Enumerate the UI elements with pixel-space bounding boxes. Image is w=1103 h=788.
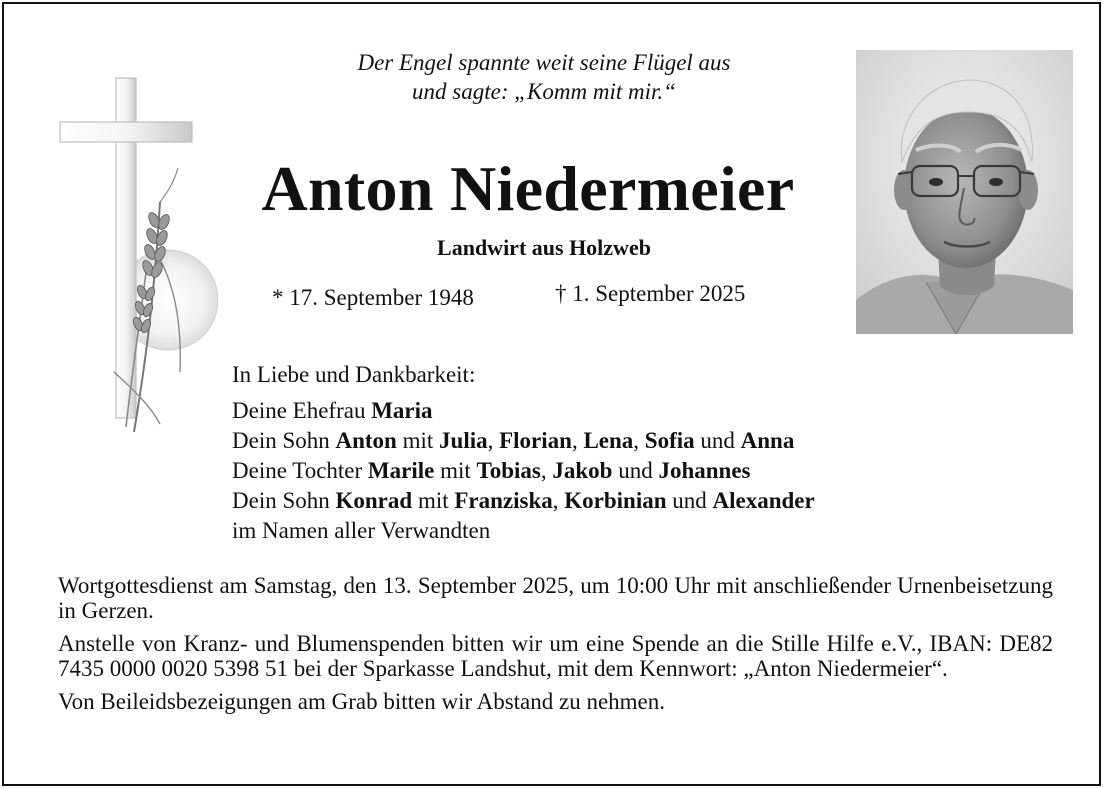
mourner-line (232, 426, 952, 456)
mourners-list (232, 360, 952, 546)
notice-footer (58, 573, 1053, 722)
mourner-text: mit (396, 428, 440, 453)
mourner-line (232, 516, 952, 546)
mourner-lines (232, 396, 952, 546)
condolence-note: Von Beileidsbezeigungen am Grab bitten wir Abstand zu nehmen. (58, 689, 666, 714)
mourner-line (232, 456, 952, 486)
quote (224, 48, 864, 106)
mourner-text: und (666, 488, 713, 513)
mourner-line (232, 396, 952, 426)
quote-line-2: und sagte: „Komm mit mir.“ (412, 79, 676, 104)
mourner-text: , (540, 458, 553, 483)
quote-line-1: Der Engel spannte weit seine Flügel aus (357, 50, 731, 75)
mourner-text: , (552, 488, 565, 513)
mourner-name: Sofia (644, 428, 695, 453)
mourner-name: Lena (583, 428, 634, 453)
mourner-text: mit (434, 458, 477, 483)
mourner-text: Dein Sohn (232, 428, 336, 453)
mourner-text: mit (412, 488, 455, 513)
mourner-name: Konrad (335, 488, 413, 513)
mourners-intro: In Liebe und Dankbarkeit: (232, 362, 476, 387)
mourner-text: , (633, 428, 645, 453)
deceased-occupation: Landwirt aus Holzweb (437, 235, 651, 260)
birth-date: * 17. September 1948 (272, 285, 474, 310)
cross-with-wheat-icon (56, 72, 218, 442)
mourner-name: Korbinian (564, 488, 667, 513)
mourner-text: , (487, 428, 500, 453)
donation-request: Anstelle von Kranz- und Blumenspenden bitten wir um eine Spende an die Stille Hilfe e.V., IBAN: DE82 7435 0000 0020 5398 51 bei der Sparkasse Landshut, mit dem Kennwort: „Anton Niedermeier“. (58, 631, 1053, 681)
portrait-photo-icon (856, 50, 1073, 334)
mourner-text: Deine Ehefrau (232, 398, 372, 423)
mourner-text: Deine Tochter (232, 458, 368, 483)
mourner-name: Maria (371, 398, 433, 423)
mourner-text: Dein Sohn (232, 488, 336, 513)
service-info: Wortgottesdienst am Samstag, den 13. September 2025, um 10:00 Uhr mit anschließender Urnenbeisetzung in Gerzen. (58, 573, 1053, 623)
mourner-text: und (612, 458, 659, 483)
death-date: † 1. September 2025 (555, 281, 746, 306)
mourner-line (232, 486, 952, 516)
mourner-name: Johannes (658, 458, 751, 483)
mourner-text: und (694, 428, 741, 453)
mourner-name: Anton (335, 428, 397, 453)
mourner-name: Florian (499, 428, 572, 453)
mourner-name: Franziska (454, 488, 553, 513)
obituary-notice (2, 2, 1101, 786)
mourner-name: Julia (439, 428, 488, 453)
mourner-text: im Namen aller Verwandten (232, 518, 491, 543)
mourner-text: , (571, 428, 584, 453)
mourner-name: Alexander (712, 488, 815, 513)
mourner-name: Anna (740, 428, 795, 453)
deceased-name: Anton Niedermeier (261, 153, 795, 224)
mourner-name: Jakob (552, 458, 613, 483)
mourner-name: Marile (367, 458, 435, 483)
mourner-name: Tobias (476, 458, 541, 483)
